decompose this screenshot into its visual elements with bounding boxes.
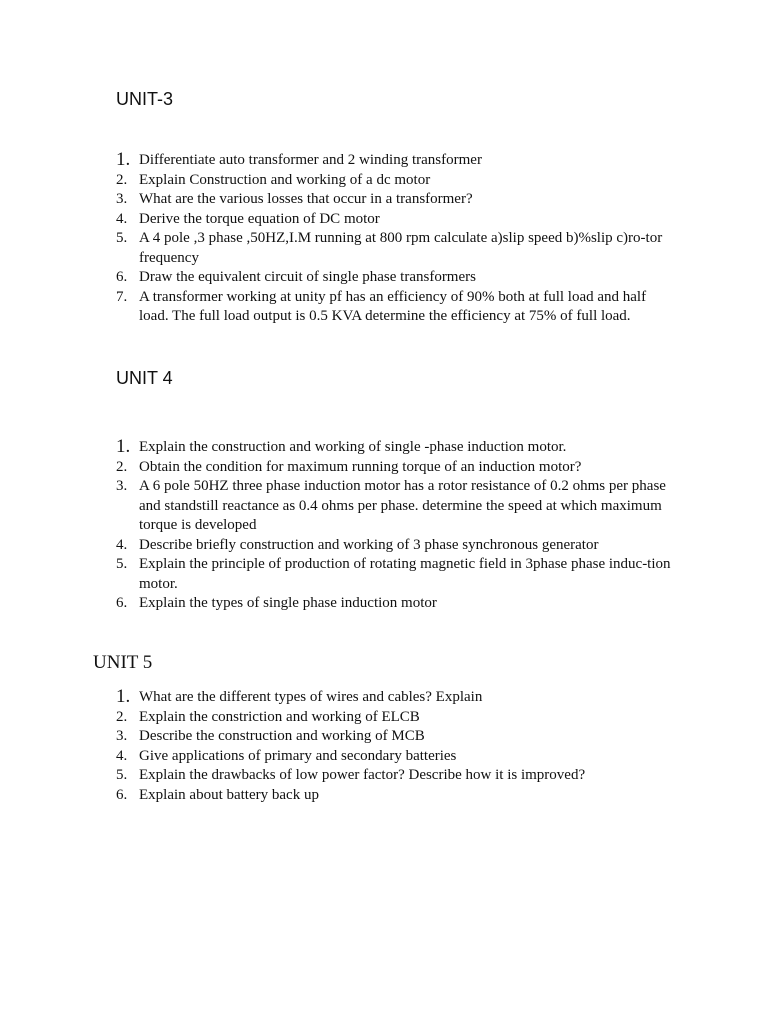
question-number: 4. bbox=[116, 536, 128, 553]
question-number: 3. bbox=[116, 478, 128, 494]
question-number: 2. bbox=[116, 708, 128, 725]
question-text: Describe the construction and working of MCB bbox=[139, 728, 425, 744]
question-text: Explain the constriction and working of ELCB bbox=[139, 708, 420, 725]
question-number: 5. bbox=[116, 767, 128, 783]
question-item bbox=[112, 594, 678, 614]
question-item bbox=[112, 438, 678, 458]
question-number: 6. bbox=[116, 786, 128, 803]
question-item bbox=[112, 229, 678, 268]
question-list-unit-4 bbox=[112, 438, 678, 614]
question-text: Give applications of primary and secondary batteries bbox=[139, 747, 457, 764]
question-text: Describe briefly construction and working of 3 phase synchronous generator bbox=[139, 536, 599, 553]
question-number: 4. bbox=[116, 747, 128, 764]
question-number: 2. bbox=[116, 458, 128, 475]
question-text: Obtain the condition for maximum running torque of an induction motor? bbox=[139, 458, 582, 475]
question-number: 3. bbox=[116, 728, 128, 744]
question-text: Explain the principle of production of rotating magnetic field in 3phase phase induc-tion motor. bbox=[139, 556, 671, 592]
section-title-unit-5: UNIT 5 bbox=[93, 652, 153, 673]
question-text: Explain the construction and working of single -phase induction motor. bbox=[139, 439, 567, 455]
question-text: Explain about battery back up bbox=[139, 786, 319, 803]
question-text: Derive the torque equation of DC motor bbox=[139, 210, 380, 227]
question-number: 5. bbox=[116, 230, 128, 246]
question-item bbox=[112, 747, 678, 767]
question-item bbox=[112, 727, 678, 747]
question-item bbox=[112, 555, 678, 594]
question-item bbox=[112, 151, 678, 171]
question-number: 6. bbox=[116, 269, 128, 285]
question-item bbox=[112, 766, 678, 786]
question-number: 7. bbox=[116, 288, 128, 305]
question-item bbox=[112, 786, 678, 806]
question-number: 1. bbox=[116, 436, 131, 457]
question-text: What are the various losses that occur in a transformer? bbox=[139, 191, 473, 207]
question-item bbox=[112, 190, 678, 210]
question-number: 4. bbox=[116, 210, 128, 227]
question-number: 3. bbox=[116, 191, 128, 207]
question-item bbox=[112, 288, 678, 327]
question-text: Explain Construction and working of a dc motor bbox=[139, 171, 431, 188]
question-text: A 6 pole 50HZ three phase induction motor has a rotor resistance of 0.2 ohms per phase and standstill reactance as 0.4 ohms per phase. determine the speed at which maximum torque is developed bbox=[139, 478, 666, 533]
question-text: A 4 pole ,3 phase ,50HZ,I.M running at 800 rpm calculate a)slip speed b)%slip c)ro-tor frequency bbox=[139, 230, 663, 266]
question-text: Draw the equivalent circuit of single phase transformers bbox=[139, 269, 476, 285]
question-number: 6. bbox=[116, 595, 128, 611]
question-text: Differentiate auto transformer and 2 winding transformer bbox=[139, 152, 482, 168]
question-item bbox=[112, 477, 678, 536]
question-text: Explain the types of single phase induction motor bbox=[139, 595, 437, 611]
question-item bbox=[112, 171, 678, 191]
question-item bbox=[112, 688, 678, 708]
question-number: 1. bbox=[116, 686, 131, 707]
question-number: 2. bbox=[116, 171, 128, 188]
question-number: 1. bbox=[116, 149, 131, 170]
question-list-unit-5 bbox=[112, 688, 678, 805]
question-text: What are the different types of wires and cables? Explain bbox=[139, 689, 483, 705]
section-title-unit-4: UNIT 4 bbox=[116, 368, 173, 388]
question-item bbox=[112, 536, 678, 556]
question-item bbox=[112, 708, 678, 728]
question-item bbox=[112, 458, 678, 478]
question-text: A transformer working at unity pf has an efficiency of 90% both at full load and half load. The full load output is 0.5 KVA determine the efficiency at 75% of full load. bbox=[139, 288, 647, 324]
question-item bbox=[112, 210, 678, 230]
question-number: 5. bbox=[116, 556, 128, 572]
question-list-unit-3 bbox=[112, 151, 678, 327]
question-item bbox=[112, 268, 678, 288]
section-title-unit-3: UNIT-3 bbox=[116, 89, 174, 109]
question-text: Explain the drawbacks of low power factor? Describe how it is improved? bbox=[139, 767, 586, 783]
